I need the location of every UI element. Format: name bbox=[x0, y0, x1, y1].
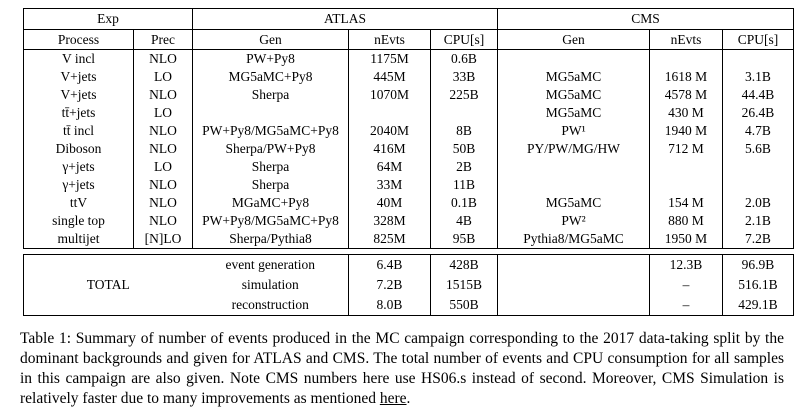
cms-nevts-cell bbox=[650, 176, 723, 194]
prec-cell: NLO bbox=[134, 122, 193, 140]
cms-gen-cell: PW¹ bbox=[498, 122, 650, 140]
cms-gen-cell: MG5aMC bbox=[498, 104, 650, 122]
atlas-cpu-cell: 0.1B bbox=[431, 194, 498, 212]
cms-cpu-cell bbox=[723, 158, 794, 176]
cms-cpu-cell bbox=[723, 176, 794, 194]
atlas-cpu-cell: 2B bbox=[431, 158, 498, 176]
atlas-cpu-cell: 8B bbox=[431, 122, 498, 140]
atlas-nevts-cell: 1070M bbox=[349, 86, 431, 104]
table-row bbox=[24, 122, 794, 140]
process-cell: V incl bbox=[24, 50, 134, 69]
table-row bbox=[24, 212, 794, 230]
table-row bbox=[24, 176, 794, 194]
process-cell: tt̄+jets bbox=[24, 104, 134, 122]
column-header-cms-gen: Gen bbox=[498, 30, 650, 50]
table-row bbox=[24, 104, 794, 122]
atlas-gen-cell bbox=[193, 104, 349, 122]
cms-gen-cell bbox=[498, 176, 650, 194]
cms-nevts-cell: 1618 M bbox=[650, 68, 723, 86]
cms-nevts-cell bbox=[650, 158, 723, 176]
atlas-cpu-cell bbox=[431, 104, 498, 122]
cms-gen-cell: MG5aMC bbox=[498, 68, 650, 86]
totals-stage-cell: event generation bbox=[193, 255, 349, 276]
cms-gen-cell: MG5aMC bbox=[498, 86, 650, 104]
atlas-cpu-cell: 4B bbox=[431, 212, 498, 230]
column-header-cms-nevts: nEvts bbox=[650, 30, 723, 50]
totals-cms-cpu-cell: 96.9B bbox=[723, 255, 794, 276]
cms-gen-cell: MG5aMC bbox=[498, 194, 650, 212]
prec-cell: NLO bbox=[134, 86, 193, 104]
atlas-nevts-cell: 40M bbox=[349, 194, 431, 212]
process-cell: V+jets bbox=[24, 86, 134, 104]
atlas-nevts-cell: 328M bbox=[349, 212, 431, 230]
table-row bbox=[24, 68, 794, 86]
group-header-cms: CMS bbox=[498, 9, 794, 30]
atlas-cpu-cell: 95B bbox=[431, 230, 498, 249]
atlas-gen-cell: PW+Py8/MG5aMC+Py8 bbox=[193, 212, 349, 230]
prec-cell: NLO bbox=[134, 176, 193, 194]
atlas-gen-cell: PW+Py8/MG5aMC+Py8 bbox=[193, 122, 349, 140]
cms-nevts-cell bbox=[650, 50, 723, 69]
prec-cell: NLO bbox=[134, 50, 193, 69]
group-header-exp: Exp bbox=[24, 9, 193, 30]
atlas-cpu-cell: 50B bbox=[431, 140, 498, 158]
atlas-cpu-cell: 0.6B bbox=[431, 50, 498, 69]
table-row bbox=[24, 158, 794, 176]
atlas-gen-cell: PW+Py8 bbox=[193, 50, 349, 69]
process-cell: V+jets bbox=[24, 68, 134, 86]
cms-nevts-cell: 712 M bbox=[650, 140, 723, 158]
caption-period: . bbox=[406, 390, 411, 407]
totals-cms-gen-cell bbox=[498, 295, 650, 316]
totals-cms-gen-cell bbox=[498, 275, 650, 295]
prec-cell: LO bbox=[134, 68, 193, 86]
table-row bbox=[24, 86, 794, 104]
cms-cpu-cell: 5.6B bbox=[723, 140, 794, 158]
cms-nevts-cell: 1950 M bbox=[650, 230, 723, 249]
mc-summary-table bbox=[23, 8, 794, 249]
atlas-nevts-cell: 33M bbox=[349, 176, 431, 194]
totals-cms-nevts-cell: 12.3B bbox=[650, 255, 723, 276]
column-header-cms-cpu: CPU[s] bbox=[723, 30, 794, 50]
atlas-nevts-cell: 1175M bbox=[349, 50, 431, 69]
cms-cpu-cell: 3.1B bbox=[723, 68, 794, 86]
prec-cell: [N]LO bbox=[134, 230, 193, 249]
atlas-nevts-cell: 445M bbox=[349, 68, 431, 86]
table-body bbox=[24, 50, 794, 249]
process-cell: multijet bbox=[24, 230, 134, 249]
cms-nevts-cell: 154 M bbox=[650, 194, 723, 212]
cms-gen-cell: Pythia8/MG5aMC bbox=[498, 230, 650, 249]
totals-atlas-nevts-cell: 8.0B bbox=[349, 295, 431, 316]
totals-table bbox=[23, 254, 794, 316]
cms-gen-cell bbox=[498, 50, 650, 69]
totals-cms-nevts-cell: – bbox=[650, 295, 723, 316]
column-header-atlas-nevts: nEvts bbox=[349, 30, 431, 50]
cms-nevts-cell: 1940 M bbox=[650, 122, 723, 140]
prec-cell: NLO bbox=[134, 212, 193, 230]
totals-atlas-cpu-cell: 428B bbox=[431, 255, 498, 276]
totals-atlas-nevts-cell: 6.4B bbox=[349, 255, 431, 276]
cms-nevts-cell: 4578 M bbox=[650, 86, 723, 104]
totals-stage-cell: reconstruction bbox=[193, 295, 349, 316]
table-caption bbox=[20, 329, 784, 409]
atlas-gen-cell: MG5aMC+Py8 bbox=[193, 68, 349, 86]
cms-cpu-cell: 26.4B bbox=[723, 104, 794, 122]
totals-row bbox=[24, 255, 794, 276]
atlas-cpu-cell: 33B bbox=[431, 68, 498, 86]
totals-stage-cell: simulation bbox=[193, 275, 349, 295]
atlas-gen-cell: Sherpa/Pythia8 bbox=[193, 230, 349, 249]
cms-cpu-cell: 4.7B bbox=[723, 122, 794, 140]
atlas-gen-cell: Sherpa bbox=[193, 176, 349, 194]
prec-cell: LO bbox=[134, 158, 193, 176]
totals-atlas-cpu-cell: 1515B bbox=[431, 275, 498, 295]
atlas-nevts-cell: 2040M bbox=[349, 122, 431, 140]
atlas-nevts-cell: 825M bbox=[349, 230, 431, 249]
totals-cms-cpu-cell: 516.1B bbox=[723, 275, 794, 295]
cms-gen-cell: PY/PW/MG/HW bbox=[498, 140, 650, 158]
atlas-cpu-cell: 11B bbox=[431, 176, 498, 194]
totals-cms-cpu-cell: 429.1B bbox=[723, 295, 794, 316]
table-row bbox=[24, 194, 794, 212]
column-header-atlas-cpu: CPU[s] bbox=[431, 30, 498, 50]
atlas-nevts-cell bbox=[349, 104, 431, 122]
prec-cell: NLO bbox=[134, 194, 193, 212]
caption-text: Table 1: Summary of number of events produced in the MC campaign corresponding to the 2017 data-taking split by the dominant backgrounds and given for ATLAS and CMS. The total number of events and CPU consumption for all samples in this campaign are also given. Note CMS numbers here use HS06.s instead of second. Moreover, CMS Simulation is relatively faster due to many improvements as mentioned bbox=[20, 330, 784, 407]
column-header-prec: Prec bbox=[134, 30, 193, 50]
prec-cell: NLO bbox=[134, 140, 193, 158]
table-row bbox=[24, 230, 794, 249]
process-cell: γ+jets bbox=[24, 158, 134, 176]
group-header-atlas: ATLAS bbox=[193, 9, 498, 30]
totals-cms-nevts-cell: – bbox=[650, 275, 723, 295]
cms-cpu-cell: 7.2B bbox=[723, 230, 794, 249]
prec-cell: LO bbox=[134, 104, 193, 122]
atlas-gen-cell: Sherpa bbox=[193, 86, 349, 104]
atlas-cpu-cell: 225B bbox=[431, 86, 498, 104]
atlas-gen-cell: Sherpa/PW+Py8 bbox=[193, 140, 349, 158]
totals-label-cell: TOTAL bbox=[24, 255, 193, 316]
column-header-process: Process bbox=[24, 30, 134, 50]
atlas-nevts-cell: 416M bbox=[349, 140, 431, 158]
column-header-atlas-gen: Gen bbox=[193, 30, 349, 50]
cms-cpu-cell: 2.1B bbox=[723, 212, 794, 230]
column-header-row bbox=[24, 30, 794, 50]
here-link[interactable]: here bbox=[379, 390, 407, 407]
totals-atlas-nevts-cell: 7.2B bbox=[349, 275, 431, 295]
cms-cpu-cell bbox=[723, 50, 794, 69]
atlas-gen-cell: MGaMC+Py8 bbox=[193, 194, 349, 212]
cms-gen-cell: PW² bbox=[498, 212, 650, 230]
atlas-nevts-cell: 64M bbox=[349, 158, 431, 176]
process-cell: Diboson bbox=[24, 140, 134, 158]
table-row bbox=[24, 50, 794, 69]
totals-cms-gen-cell bbox=[498, 255, 650, 276]
totals-atlas-cpu-cell: 550B bbox=[431, 295, 498, 316]
process-cell: ttV bbox=[24, 194, 134, 212]
atlas-gen-cell: Sherpa bbox=[193, 158, 349, 176]
process-cell: γ+jets bbox=[24, 176, 134, 194]
process-cell: tt̄ incl bbox=[24, 122, 134, 140]
group-header-row bbox=[24, 9, 794, 30]
process-cell: single top bbox=[24, 212, 134, 230]
table-row bbox=[24, 140, 794, 158]
cms-cpu-cell: 44.4B bbox=[723, 86, 794, 104]
cms-nevts-cell: 430 M bbox=[650, 104, 723, 122]
cms-gen-cell bbox=[498, 158, 650, 176]
cms-nevts-cell: 880 M bbox=[650, 212, 723, 230]
cms-cpu-cell: 2.0B bbox=[723, 194, 794, 212]
